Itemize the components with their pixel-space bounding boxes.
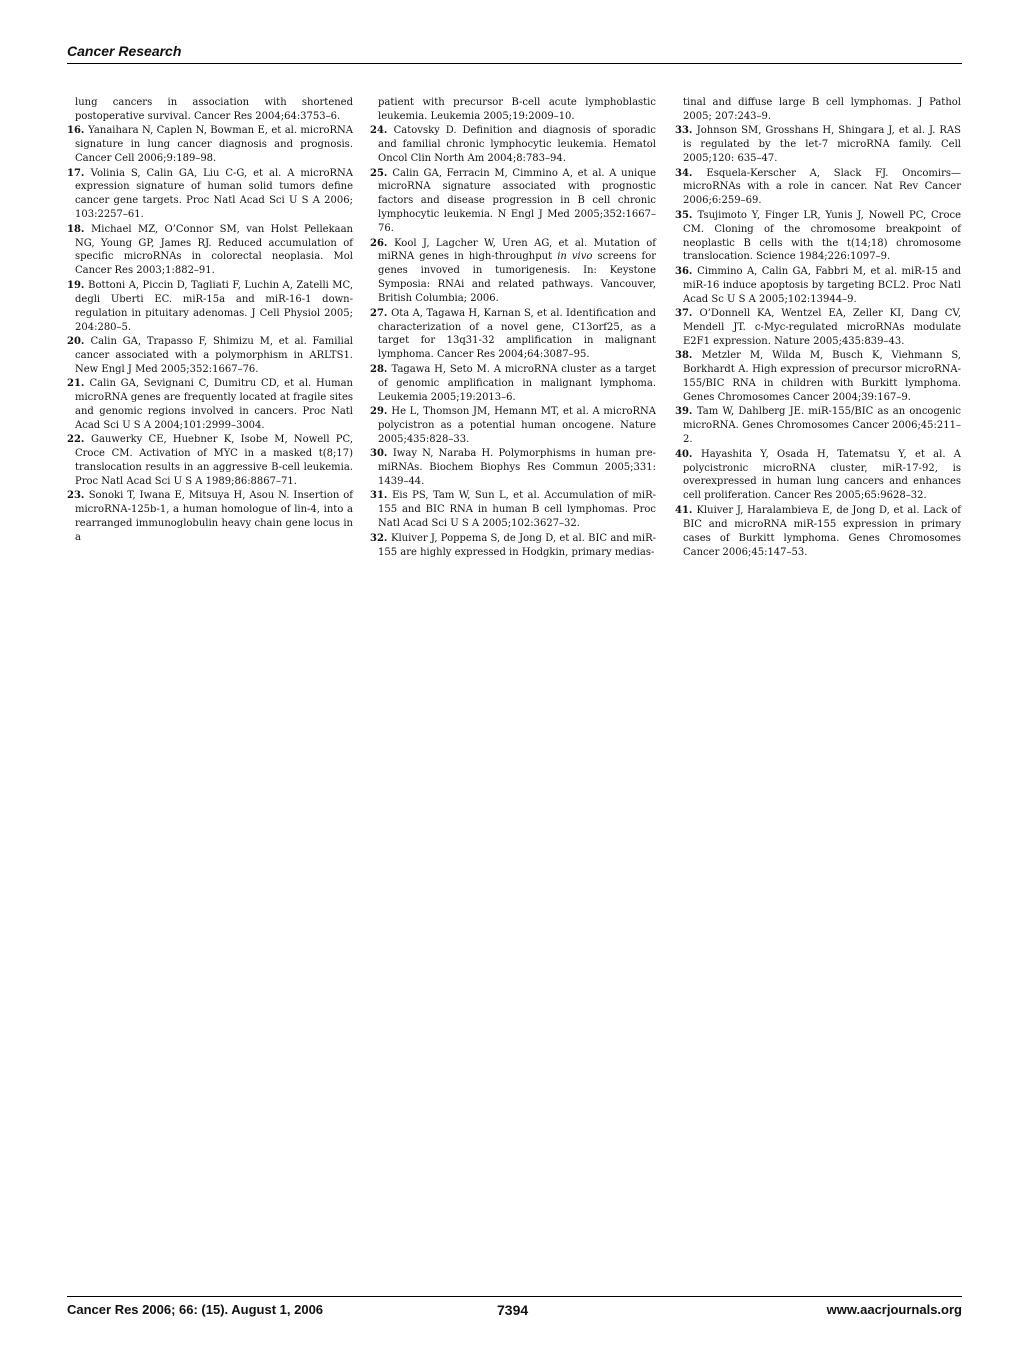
reference-number: 32. [370,532,388,544]
reference-text: Iway N, Naraba H. Polymorphisms in human pre-miRNAs. Biochem Biophys Res Commun 2005;331: 1439–44. [378,448,656,487]
reference-text: Calin GA, Sevignani C, Dumitru CD, et al. Human microRNA genes are frequently located at fragile sites and genomic regions involved in cancers. Proc Natl Acad Sci U S A 2004;101:2999–3004. [75,378,354,431]
reference-text: Eis PS, Tam W, Sun L, et al. Accumulation of miR-155 and BIC RNA in human B cell lymphomas. Proc Natl Acad Sci U S A 2005;102:3627–32. [378,490,656,530]
reference-text: Michael MZ, O’Connor SM, van Holst Pellekaan NG, Young GP, James RJ. Reduced accumulation of specific microRNAs in colorectal neoplasia. Mol Cancer Res 2003;1:882–91. [75,223,353,277]
references-column-2 [370,96,656,560]
reference-text: Sonoki T, Iwana E, Mitsuya H, Asou N. Insertion of microRNA-125b-1, a human homologue of lin-4, into a rearranged immunoglobulin heavy chain gene locus in a [75,490,353,544]
reference-text: He L, Thomson JM, Hemann MT, et al. A microRNA polycistron as a potential human oncogene. Nature 2005;435:828–33. [378,405,656,445]
reference-number: 17. [67,167,85,179]
reference-number: 27. [370,307,388,319]
reference-text: Kluiver J, Poppema S, de Jong D, et al. BIC and miR-155 are highly expressed in Hodgkin, primary medias- [378,532,656,558]
reference-34 [675,167,961,209]
reference-text: Catovsky D. Definition and diagnosis of sporadic and familial chronic lymphocytic leukemia. Hematol Oncol Clin North Am 2004;8:783–94. [378,125,656,165]
reference-text: Kool J, Lagcher W, Uren AG, et al. Mutation of miRNA genes in high-throughput [378,237,657,263]
reference-39 [675,405,961,447]
reference-38 [675,349,961,405]
reference-text: Calin GA, Trapasso F, Shimizu M, et al. Familial cancer associated with a polymorphism in ARLTS1. New Engl J Med 2005;352:1667–76. [75,335,353,375]
reference-22 [67,433,353,489]
reference-text: Tam W, Dahlberg JE. miR-155/BIC as an oncogenic microRNA. Genes Chromosomes Cancer 2006;45:211–2. [683,406,961,446]
reference-19 [67,279,353,335]
reference-text: Calin GA, Ferracin M, Cimmino A, et al. A unique microRNA signature associated with prognostic factors and disease progression in B cell chronic lymphocytic leukemia. N Engl J Med 2005;352:1667–76. [378,167,656,235]
reference-31 [370,489,656,531]
references-column-3 [675,96,961,560]
reference-36 [675,265,961,307]
reference-italic-text: in vivo [557,251,593,263]
reference-number: 28. [370,363,388,375]
reference-text: screens for genes invoved in tumorigenesis. In: Keystone Symposia: RNAi and related pathways. Vancouver, British Columbia; 2006. [378,251,656,305]
reference-text: Volinia S, Calin GA, Liu C-G, et al. A microRNA expression signature of human solid tumors define cancer gene targets. Proc Natl Acad Sci U S A 2006; 103:2257–61. [75,167,353,221]
reference-number: 38. [675,350,693,362]
reference-continuation: tinal and diffuse large B cell lymphomas. J Pathol 2005; 207:243–9. [683,97,961,122]
reference-32 [370,532,656,560]
page-number: 7394 [497,1302,529,1318]
reference-continuation: patient with precursor B-cell acute lymphoblastic leukemia. Leukemia 2005;19:2009–10. [378,97,656,122]
reference-number: 41. [675,504,693,516]
reference-17 [67,167,353,223]
reference-number: 34. [675,167,693,179]
reference-text: Cimmino A, Calin GA, Fabbri M, et al. miR-15 and miR-16 induce apoptosis by targeting BCL2. Proc Natl Acad Sc U S A 2005;102:13944–9. [683,265,962,305]
footer-citation: Cancer Res 2006; 66: (15). August 1, 2006 [67,1302,324,1317]
reference-29 [370,405,656,447]
reference-number: 22. [67,434,85,446]
reference-number: 29. [370,405,388,417]
reference-number: 25. [370,167,388,179]
reference-number: 30. [370,448,388,460]
reference-28 [370,363,656,405]
reference-number: 37. [675,308,693,320]
reference-text: Metzler M, Wilda M, Busch K, Viehmann S, Borkhardt A. High expression of precursor microRNA-155/BIC RNA in children with Burkitt lymphoma. Genes Chromosomes Cancer 2004;39:167–9. [683,350,961,404]
reference-30 [370,447,656,489]
reference-text: Yanaihara N, Caplen N, Bowman E, et al. microRNA signature in lung cancer diagnosis and prognosis. Cancer Cell 2006;9:189–98. [75,125,353,165]
reference-text: Ota A, Tagawa H, Karnan S, et al. Identification and characterization of a novel gene, C13orf25, as a target for 13q31-32 amplification in malignant lymphoma. Cancer Res 2004;64:3087–95. [378,307,656,361]
reference-number: 21. [67,378,85,390]
reference-41 [675,504,961,560]
reference-35 [675,209,961,265]
reference-text: Hayashita Y, Osada H, Tatematsu Y, et al. A polycistronic microRNA cluster, miR-17-92, is overexpressed in human lung cancers and enhances cell proliferation. Cancer Res 2005;65:9628–32. [683,448,962,502]
reference-number: 16. [67,125,85,137]
footer-rule [67,1296,962,1297]
reference-text: Tagawa H, Seto M. A microRNA cluster as a target of genomic amplification in malignant lymphoma. Leukemia 2005;19:2013–6. [378,363,656,403]
reference-26 [370,237,656,307]
reference-number: 19. [67,279,85,291]
header-rule [67,63,962,64]
reference-21 [67,377,353,433]
reference-number: 20. [67,335,85,347]
reference-16 [67,124,353,166]
reference-text: Kluiver J, Haralambieva E, de Jong D, et al. Lack of BIC and microRNA miR-155 expression in primary cases of Burkitt lymphoma. Genes Chromosomes Cancer 2006;45:147–53. [683,504,962,558]
reference-continuation: lung cancers in association with shortened postoperative survival. Cancer Res 2004;64:3753–6. [75,97,353,122]
reference-number: 24. [370,125,388,137]
reference-number: 33. [675,125,693,137]
reference-number: 31. [370,490,388,502]
reference-number: 39. [675,406,693,418]
reference-text: O’Donnell KA, Wentzel EA, Zeller KI, Dang CV, Mendell JT. c-Myc-regulated microRNAs modulate E2F1 expression. Nature 2005;435:839–43. [683,308,962,347]
journal-header: Cancer Research [67,43,182,59]
reference-text: Esquela-Kerscher A, Slack FJ. Oncomirs—microRNAs with a role in cancer. Nat Rev Cancer 2006;6:259–69. [683,167,961,207]
reference-text: Bottoni A, Piccin D, Tagliati F, Luchin A, Zatelli MC, degli Uberti EC. miR-15a and miR-16-1 down-regulation in pituitary adenomas. J Cell Physiol 2005; 204:280–5. [75,279,354,333]
reference-number: 26. [370,237,388,249]
reference-37 [675,307,961,349]
reference-number: 36. [675,265,693,277]
reference-number: 18. [67,223,85,235]
reference-25 [370,167,656,237]
reference-text: Gauwerky CE, Huebner K, Isobe M, Nowell PC, Croce CM. Activation of MYC in a masked t(8;17) translocation results in an aggressive B-cell leukemia. Proc Natl Acad Sci U S A 1989;86:8867–71. [75,434,354,487]
reference-33 [675,124,961,166]
reference-text: Johnson SM, Grosshans H, Shingara J, et al. J. RAS is regulated by the let-7 microRNA family. Cell 2005;120: 635–47. [683,125,962,165]
reference-18 [67,223,353,279]
reference-number: 35. [675,209,693,221]
reference-number: 23. [67,490,85,502]
reference-20 [67,335,353,377]
reference-text: Tsujimoto Y, Finger LR, Yunis J, Nowell PC, Croce CM. Cloning of the chromosome breakpoint of neoplastic B cells with the t(14;18) chromosome translocation. Science 1984;226:1097–9. [683,209,961,263]
reference-27 [370,307,656,363]
reference-24 [370,124,656,166]
footer-url: www.aacrjournals.org [826,1302,962,1317]
reference-number: 40. [675,448,693,460]
references-column-1 [67,96,353,546]
reference-40 [675,448,961,504]
reference-23 [67,489,353,545]
